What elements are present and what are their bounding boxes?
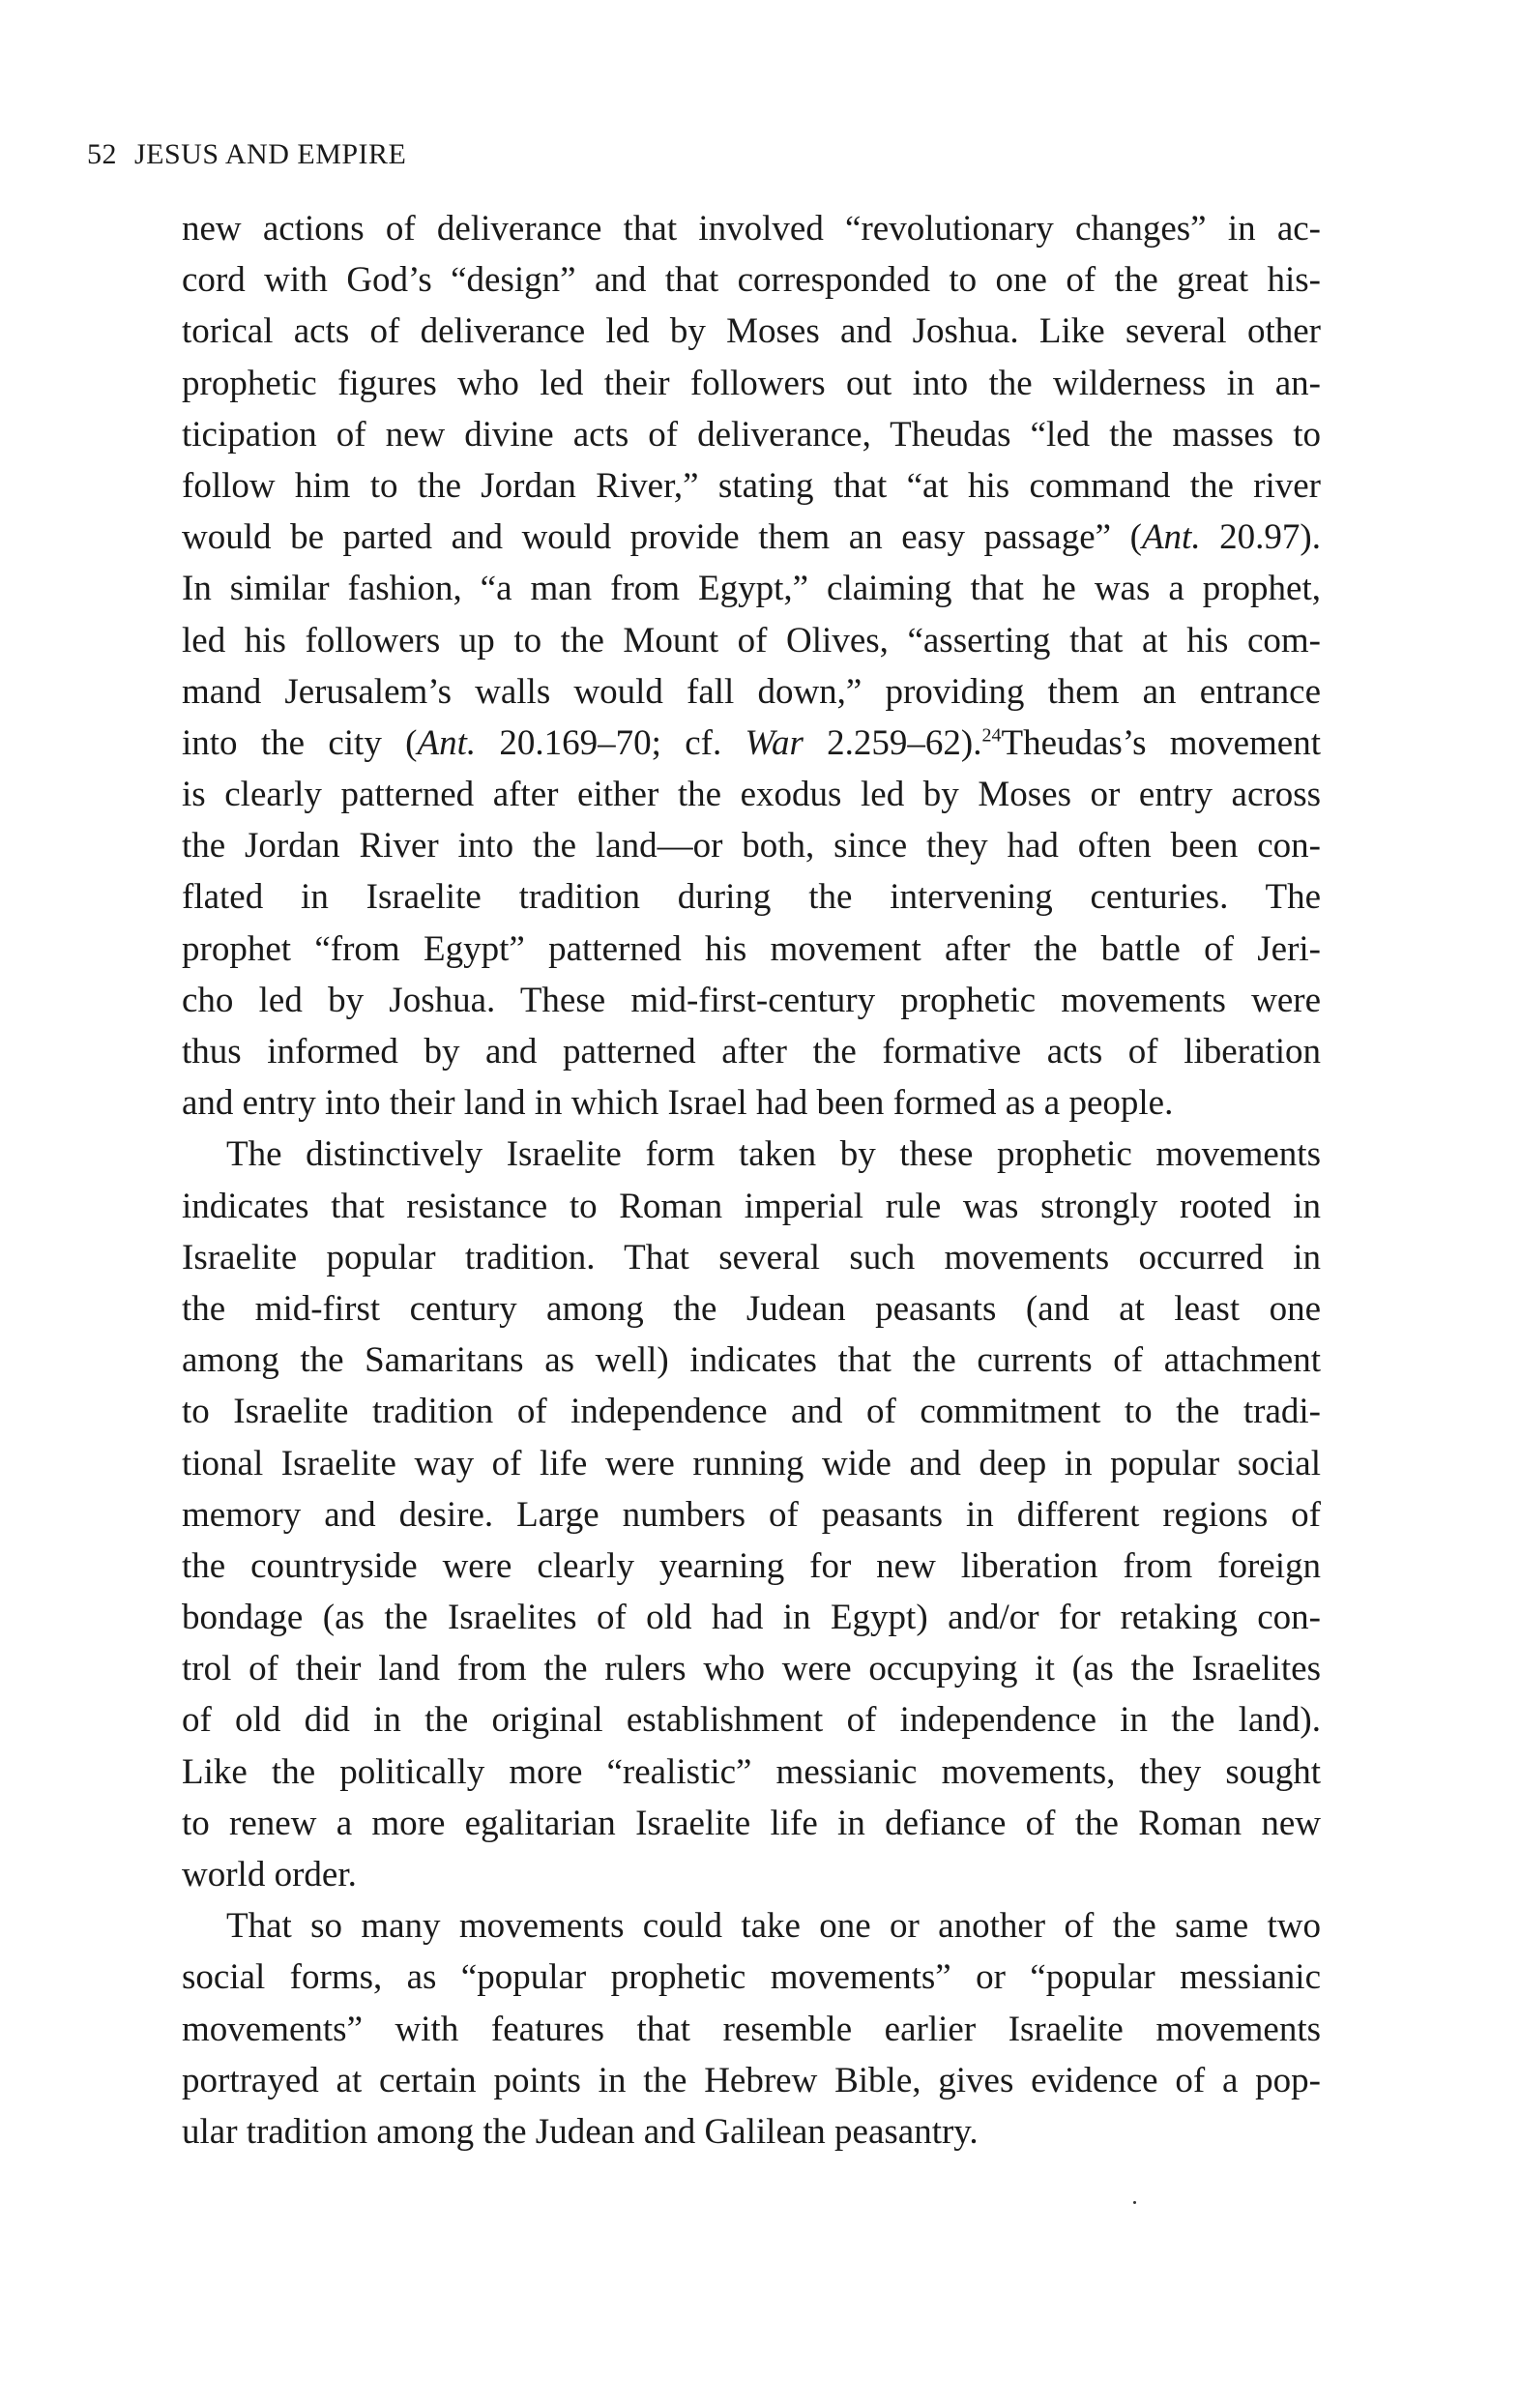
citation-title: Ant. [417, 722, 477, 763]
text-line: bondage (as the Israelites of old had in Egypt) and/or for retaking con- [182, 1598, 1321, 1638]
text-line: social forms, as “popular prophetic movements” or “popular messianic [182, 1957, 1321, 1998]
running-title: JESUS AND EMPIRE [134, 138, 407, 170]
text-line: cord with God’s “design” and that corresponded to one of the great his- [182, 260, 1321, 301]
text-line: world order. [182, 1855, 357, 1894]
text-line: prophet “from Egypt” patterned his movement after the battle of Jeri- [182, 928, 1321, 969]
text-line: indicates that resistance to Roman imperial rule was strongly rooted in [182, 1186, 1321, 1226]
text-segment: Theudas’s movement [1001, 722, 1321, 763]
text-line: movements” with features that resemble earlier Israelite movements [182, 2009, 1321, 2049]
text-line: torical acts of deliverance led by Moses and Joshua. Like several other [182, 311, 1321, 352]
citation-reference: 20.97). [1200, 517, 1321, 558]
text-line: the Jordan River into the land—or both, since they had often been con- [182, 826, 1321, 866]
citation-reference: 20.169–70; cf. [476, 722, 745, 763]
text-line [182, 512, 1321, 563]
text-segment: would be parted and would provide them an easy passage” ( [182, 517, 1142, 558]
footnote-marker[interactable]: 24 [981, 724, 1002, 747]
text-line: new actions of deliverance that involved “revolutionary changes” in ac- [182, 209, 1321, 249]
text-line: to Israelite tradition of independence and of commitment to the tradi- [182, 1392, 1321, 1432]
text-line: among the Samaritans as well) indicates that the currents of attachment [182, 1340, 1321, 1381]
text-line: flated in Israelite tradition during the intervening centuries. The [182, 877, 1321, 918]
text-line: thus informed by and patterned after the formative acts of liberation [182, 1032, 1321, 1072]
text-line: Like the politically more “realistic” messianic movements, they sought [182, 1751, 1321, 1792]
text-line [182, 718, 1321, 769]
body-text [182, 203, 1321, 2158]
text-line: Israelite popular tradition. That several such movements occurred in [182, 1237, 1321, 1277]
text-segment: into the city ( [182, 722, 418, 763]
print-speck [1133, 2201, 1136, 2204]
text-line: tional Israelite way of life were running wide and deep in popular social [182, 1443, 1321, 1483]
text-line: and entry into their land in which Israel had been formed as a people. [182, 1083, 1174, 1124]
paragraph-3 [182, 1900, 1321, 2158]
text-line: of old did in the original establishment of independence in the land). [182, 1700, 1321, 1741]
text-line: memory and desire. Large numbers of peasants in different regions of [182, 1494, 1321, 1535]
citation-reference: 2.259–62). [803, 722, 982, 763]
text-line: In similar fashion, “a man from Egypt,” claiming that he was a prophet, [182, 569, 1321, 609]
paragraph-1 [182, 203, 1321, 1129]
text-line: the countryside were clearly yearning for new liberation from foreign [182, 1545, 1321, 1586]
text-line: portrayed at certain points in the Hebrew Bible, gives evidence of a pop- [182, 2060, 1321, 2100]
text-line: ular tradition among the Judean and Galilean peasantry. [182, 2111, 979, 2152]
text-line: That so many movements could take one or another of the same two [226, 1906, 1321, 1947]
citation-title: Ant. [1141, 517, 1201, 558]
text-line: the mid-first century among the Judean peasants (and at least one [182, 1288, 1321, 1329]
running-head [87, 135, 406, 174]
text-line: ticipation of new divine acts of deliverance, Theudas “led the masses to [182, 414, 1321, 455]
text-line: mand Jerusalem’s walls would fall down,” providing them an entrance [182, 671, 1321, 712]
text-line: The distinctively Israelite form taken by these prophetic movements [226, 1134, 1321, 1175]
page-number: 52 [87, 138, 117, 170]
text-line: is clearly patterned after either the exodus led by Moses or entry across [182, 775, 1321, 815]
text-line: led his followers up to the Mount of Olives, “asserting that at his com- [182, 620, 1321, 661]
text-line: prophetic figures who led their followers out into the wilderness in an- [182, 363, 1321, 403]
citation-title: War [745, 722, 804, 763]
paragraph-2 [182, 1129, 1321, 1900]
text-line: cho led by Joshua. These mid-first-century prophetic movements were [182, 980, 1321, 1020]
text-line: follow him to the Jordan River,” stating that “at his command the river [182, 465, 1321, 506]
text-line: trol of their land from the rulers who were occupying it (as the Israelites [182, 1649, 1321, 1689]
text-line: to renew a more egalitarian Israelite life in defiance of the Roman new [182, 1803, 1321, 1843]
